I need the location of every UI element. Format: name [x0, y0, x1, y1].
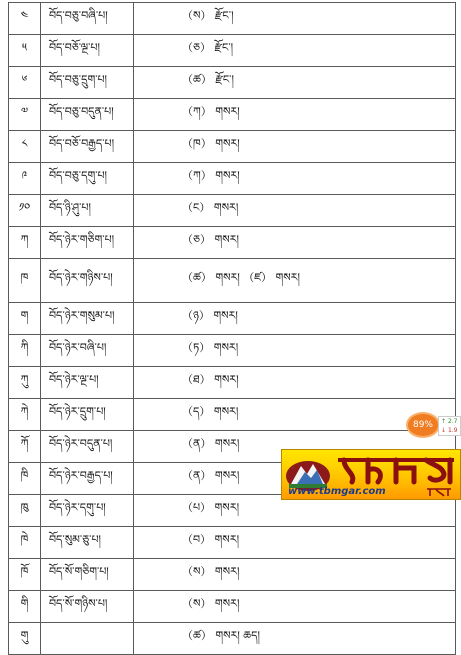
- row-name: བོད་ཉེར་བདུན་པ།: [41, 431, 134, 463]
- row-value: （ད） གསར།: [134, 399, 456, 431]
- row-value: （ཚ） གསར། （ཛ） གསར།: [134, 259, 456, 303]
- table-row: [9, 591, 456, 623]
- row-name: བོད་ཉེར་གཅིག་པ།: [41, 227, 134, 259]
- table-row: [9, 303, 456, 335]
- network-speed-panel: [438, 416, 461, 436]
- row-name: བོད་ཉེར་བརྒྱད་པ།: [41, 463, 134, 495]
- table-row: [9, 163, 456, 195]
- row-number: ཁི: [9, 463, 41, 495]
- row-number: གི: [9, 591, 41, 623]
- row-name: བོད་ཉེར་གཉིས་པ།: [41, 259, 134, 303]
- logo-script-icon: [334, 452, 460, 486]
- row-value: （བ） གསར།: [134, 527, 456, 559]
- row-name: བོད་ཉེར་བཞི་པ།: [41, 335, 134, 367]
- table-row: [9, 3, 456, 35]
- row-number: ཀེ: [9, 399, 41, 431]
- percent-value: 89%: [412, 420, 433, 430]
- row-value: （ན） གསར།: [134, 431, 456, 463]
- row-value: （ཅ） རྫོང་།: [134, 35, 456, 67]
- download-speed: ↓ 1.9: [441, 427, 458, 434]
- row-value: （ན） གསར།: [134, 463, 456, 495]
- document-table: [8, 2, 456, 655]
- row-name: བོད་སོ་གཉིས་པ།: [41, 591, 134, 623]
- table-row: [9, 623, 456, 655]
- row-number: ཀི: [9, 335, 41, 367]
- row-name: [41, 623, 134, 655]
- row-name: བོད་ཉེར་གསུམ་པ།: [41, 303, 134, 335]
- row-number: ཁོ: [9, 559, 41, 591]
- row-number: ཁེ: [9, 527, 41, 559]
- table-row: [9, 527, 456, 559]
- row-value: （ཚ） གསར། ཆད།: [134, 623, 456, 655]
- row-number: ཀོ: [9, 431, 41, 463]
- row-value: （ང） གསར།: [134, 195, 456, 227]
- row-value: （ཐ） གསར།: [134, 367, 456, 399]
- row-name: བོད་ཉེར་དྲུག་པ།: [41, 399, 134, 431]
- table-row: [9, 367, 456, 399]
- table-row: [9, 559, 456, 591]
- row-name: བོད་བཅོ་བརྒྱད་པ།: [41, 131, 134, 163]
- row-name: བོད་སུམ་ཅུ་པ།: [41, 527, 134, 559]
- row-value: （ཉ） གསར།: [134, 303, 456, 335]
- table-row: [9, 259, 456, 303]
- row-name: བོད་ཉེར་དགུ་པ།: [41, 495, 134, 527]
- table-row: [9, 99, 456, 131]
- table-row: [9, 195, 456, 227]
- row-number: ཁ: [9, 259, 41, 303]
- row-value: （ས） གསར།: [134, 559, 456, 591]
- table-row: [9, 399, 456, 431]
- table-row: [9, 131, 456, 163]
- row-name: བོད་བཅུ་བདུན་པ།: [41, 99, 134, 131]
- row-number: ༩: [9, 163, 41, 195]
- row-number: ༦: [9, 67, 41, 99]
- row-name: བོད་བཅུ་དྲུག་པ།: [41, 67, 134, 99]
- table-row: [9, 35, 456, 67]
- row-value: （ཅ） གསར།: [134, 227, 456, 259]
- row-number: ཁུ: [9, 495, 41, 527]
- table-row: [9, 335, 456, 367]
- row-number: ག: [9, 303, 41, 335]
- row-value: （ཀ） གསར།: [134, 99, 456, 131]
- row-value: （ཏ） གསར།: [134, 335, 456, 367]
- row-number: ཀ: [9, 227, 41, 259]
- row-number: ༧: [9, 99, 41, 131]
- row-value: （ཁ） གསར།: [134, 131, 456, 163]
- row-name: བོད་སོ་གཅིག་པ།: [41, 559, 134, 591]
- row-value: （ཚ） རྫོང་།: [134, 67, 456, 99]
- row-value: （ཀ） གསར།: [134, 163, 456, 195]
- row-number: གུ: [9, 623, 41, 655]
- row-value: （ས） གསར།: [134, 591, 456, 623]
- row-name: བོད་ཉེར་ལྔ་པ།: [41, 367, 134, 399]
- row-name: བོད་ཉི་ཤུ་པ།: [41, 195, 134, 227]
- row-name: བོད་བཅོ་ལྔ་པ།: [41, 35, 134, 67]
- row-number: ཀུ: [9, 367, 41, 399]
- site-logo: [281, 449, 461, 500]
- row-value: （ས） རྫོང་།: [134, 3, 456, 35]
- row-number: ༤: [9, 3, 41, 35]
- row-number: ༥: [9, 35, 41, 67]
- table-row: [9, 67, 456, 99]
- row-number: ༡༠: [9, 195, 41, 227]
- row-number: ༨: [9, 131, 41, 163]
- table-row: [9, 227, 456, 259]
- row-name: བོད་བཅུ་དགུ་པ།: [41, 163, 134, 195]
- row-name: བོད་བཅུ་བཞི་པ།: [41, 3, 134, 35]
- row-value: （པ） གསར།: [134, 495, 456, 527]
- upload-speed: ↑ 2.7: [441, 418, 458, 425]
- logo-url[interactable]: www.tbmgar.com: [288, 486, 386, 497]
- logo-subtext-icon: [426, 487, 452, 497]
- speed-percent-badge[interactable]: [408, 414, 438, 436]
